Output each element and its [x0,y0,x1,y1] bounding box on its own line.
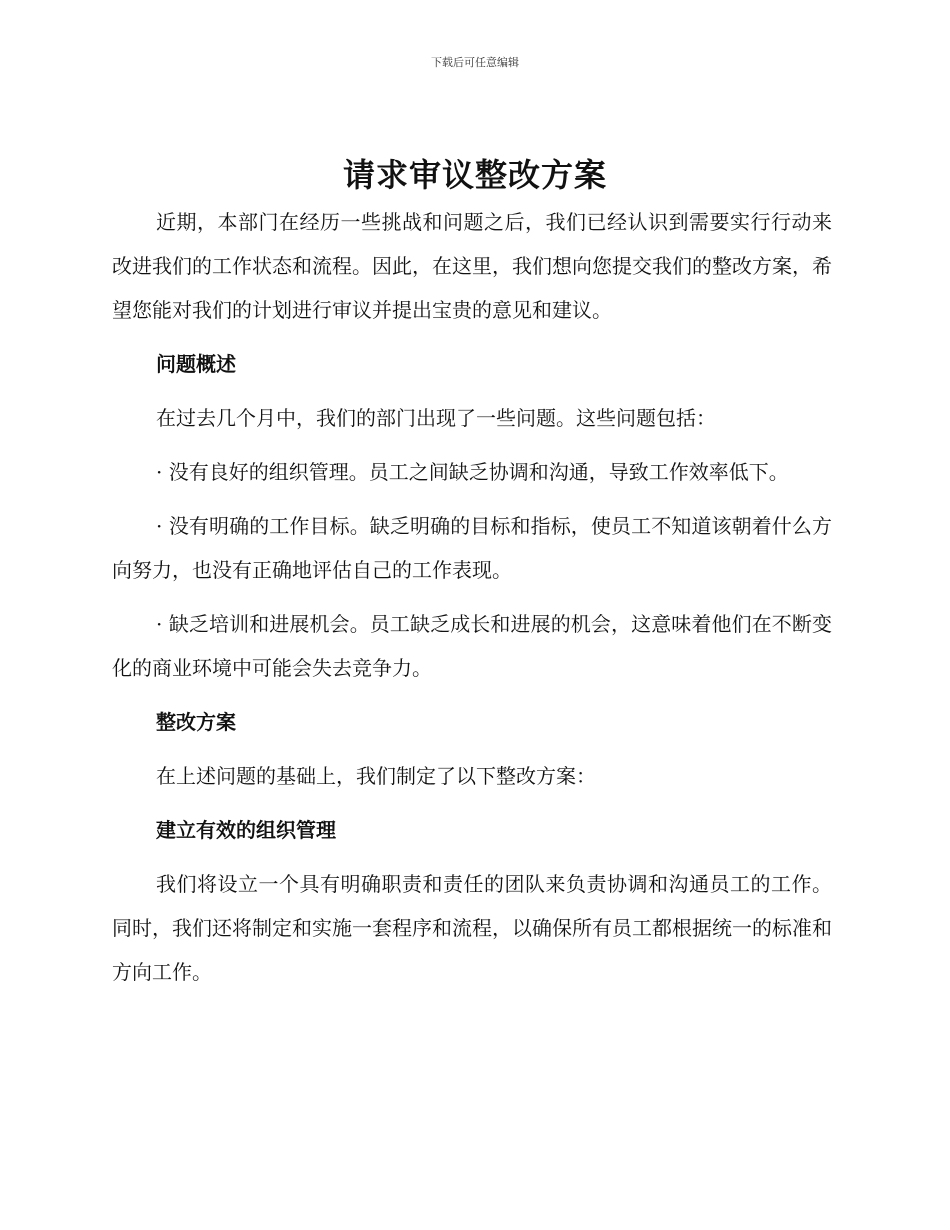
sub-heading-organization: 建立有效的组织管理 [156,818,336,842]
section-heading-plan: 整改方案 [156,710,236,734]
problem-bullet: · 没有明确的工作目标。缺乏明确的目标和指标，使员工不知道该朝着什么方向努力，也没有正确地评估自己的工作表现。 [112,514,832,582]
problem-bullet: · 缺乏培训和进展机会。员工缺乏成长和进展的机会，这意味着他们在不断变化的商业环境中可能会失去竞争力。 [112,612,832,680]
problems-lead: 在过去几个月中，我们的部门出现了一些问题。这些问题包括： [156,406,716,430]
organization-paragraph: 我们将设立一个具有明确职责和责任的团队来负责协调和沟通员工的工作。同时，我们还将制定和实施一套程序和流程，以确保所有员工都根据统一的标准和方向工作。 [112,872,832,984]
section-heading-problems: 问题概述 [156,352,236,376]
document-body [112,200,832,1004]
page-title: 请求审议整改方案 [342,156,607,194]
plan-lead: 在上述问题的基础上，我们制定了以下整改方案： [156,764,596,788]
header-note: 下载后可任意编辑 [431,56,519,69]
intro-paragraph: 近期，本部门在经历一些挑战和问题之后，我们已经认识到需要实行行动来改进我们的工作状态和流程。因此，在这里，我们想向您提交我们的整改方案，希望您能对我们的计划进行审议并提出宝贵的意见和建议。 [112,210,832,322]
problem-bullet: · 没有良好的组织管理。员工之间缺乏协调和沟通，导致工作效率低下。 [156,460,789,484]
